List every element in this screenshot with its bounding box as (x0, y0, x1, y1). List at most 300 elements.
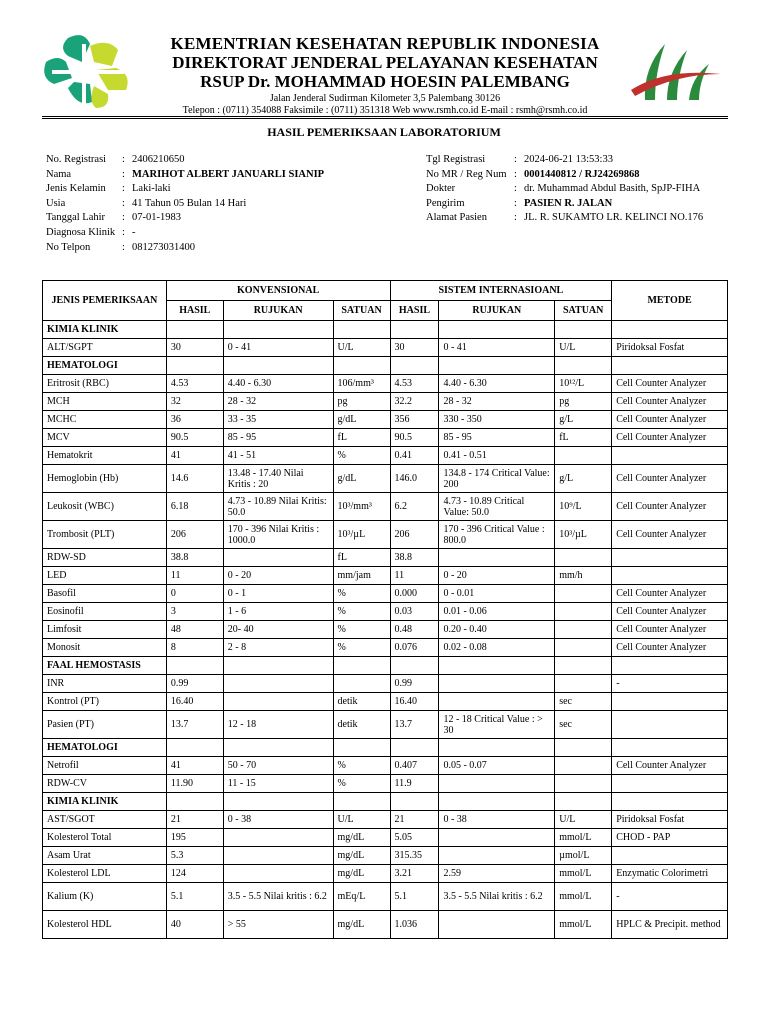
result-si-cell: 0.000 (390, 585, 439, 603)
test-name-cell: Asam Urat (43, 847, 167, 865)
info-value: Laki-laki (132, 183, 171, 195)
unit-cell (333, 675, 390, 693)
result-si-cell: 5.05 (390, 829, 439, 847)
section-row (43, 657, 728, 675)
empty-cell (223, 739, 333, 757)
unit-si-cell: µmol/L (555, 847, 612, 865)
result-si-cell: 3.21 (390, 865, 439, 883)
table-row (43, 339, 728, 357)
table-row (43, 865, 728, 883)
result-si-cell: 11.9 (390, 775, 439, 793)
method-cell (612, 711, 728, 739)
info-row (46, 211, 324, 226)
empty-cell (612, 357, 728, 375)
empty-cell (333, 739, 390, 757)
reference-si-cell: 85 - 95 (439, 429, 555, 447)
reference-cell: 3.5 - 5.5 Nilai kritis : 6.2 (223, 883, 333, 911)
unit-cell: mm/jam (333, 567, 390, 585)
info-value: PASIEN R. JALAN (524, 197, 613, 209)
result-cell: 40 (166, 911, 223, 939)
info-row (46, 168, 324, 183)
table-row (43, 375, 728, 393)
table-row (43, 567, 728, 585)
empty-cell (333, 793, 390, 811)
reference-si-cell: 2.59 (439, 865, 555, 883)
reference-cell: 28 - 32 (223, 393, 333, 411)
result-cell: 195 (166, 829, 223, 847)
result-si-cell: 21 (390, 811, 439, 829)
unit-si-cell (555, 603, 612, 621)
unit-si-cell (555, 447, 612, 465)
reference-si-cell: 28 - 32 (439, 393, 555, 411)
result-cell: 4.53 (166, 375, 223, 393)
info-value: 2024-06-21 13:53:33 (524, 154, 613, 165)
unit-cell: U/L (333, 339, 390, 357)
table-row (43, 775, 728, 793)
unit-si-cell (555, 549, 612, 567)
result-si-cell: 0.407 (390, 757, 439, 775)
reference-cell: 11 - 15 (223, 775, 333, 793)
info-colon: : (122, 212, 125, 224)
info-label: No. Registrasi (46, 154, 107, 165)
test-name-cell: LED (43, 567, 167, 585)
result-si-cell: 5.1 (390, 883, 439, 911)
empty-cell (390, 739, 439, 757)
test-name-cell: Eritrosit (RBC) (43, 375, 167, 393)
unit-si-cell: 10⁹/L (555, 493, 612, 521)
method-cell: - (612, 675, 728, 693)
table-row (43, 585, 728, 603)
result-si-cell: 90.5 (390, 429, 439, 447)
section-title: HEMATOLOGI (43, 739, 167, 757)
empty-cell (555, 657, 612, 675)
info-row (46, 182, 324, 197)
reference-si-cell: 4.40 - 6.30 (439, 375, 555, 393)
info-value: 2406210650 (132, 154, 185, 165)
reference-si-cell (439, 911, 555, 939)
info-label: Jenis Kelamin (46, 183, 106, 195)
test-name-cell: Eosinofil (43, 603, 167, 621)
reference-si-cell (439, 775, 555, 793)
unit-cell: 10³/µL (333, 521, 390, 549)
empty-cell (612, 321, 728, 339)
section-title: KIMIA KLINIK (43, 321, 167, 339)
reference-si-cell: 170 - 396 Critical Value : 800.0 (439, 521, 555, 549)
reference-cell: 0 - 1 (223, 585, 333, 603)
empty-cell (612, 739, 728, 757)
result-cell: 8 (166, 639, 223, 657)
info-value: MARIHOT ALBERT JANUARLI SIANIP (132, 168, 325, 180)
empty-cell (439, 357, 555, 375)
empty-cell (555, 321, 612, 339)
table-row (43, 621, 728, 639)
empty-cell (223, 657, 333, 675)
reference-cell (223, 549, 333, 567)
hospital-address: Jalan Jenderal Sudirman Kilometer 3,5 Palembang 30126 (269, 93, 501, 104)
info-label: Nama (46, 168, 72, 180)
method-cell: - (612, 883, 728, 911)
reference-si-cell: 12 - 18 Critical Value : > 30 (439, 711, 555, 739)
reference-cell (223, 829, 333, 847)
method-cell: Cell Counter Analyzer (612, 393, 728, 411)
info-colon: : (514, 212, 517, 224)
unit-si-cell: fL (555, 429, 612, 447)
test-name-cell: Leukosit (WBC) (43, 493, 167, 521)
result-si-cell: 315.35 (390, 847, 439, 865)
reference-cell (223, 675, 333, 693)
reference-si-cell: 0.41 - 0.51 (439, 447, 555, 465)
reference-cell (223, 693, 333, 711)
table-row (43, 693, 728, 711)
info-row (46, 226, 324, 241)
empty-cell (223, 793, 333, 811)
info-colon: : (514, 183, 517, 195)
info-row (426, 182, 703, 197)
unit-cell: detik (333, 693, 390, 711)
test-name-cell: MCH (43, 393, 167, 411)
reference-cell: 0 - 41 (223, 339, 333, 357)
table-row (43, 549, 728, 567)
info-colon: : (122, 197, 125, 209)
unit-cell: mg/dL (333, 911, 390, 939)
result-si-cell: 1.036 (390, 911, 439, 939)
unit-si-cell: mmol/L (555, 883, 612, 911)
result-si-cell: 13.7 (390, 711, 439, 739)
empty-cell (555, 739, 612, 757)
table-row (43, 393, 728, 411)
table-row (43, 521, 728, 549)
reference-cell: 170 - 396 Nilai Kritis : 1000.0 (223, 521, 333, 549)
info-value: 0001440812 / RJ24269868 (524, 168, 640, 180)
result-si-cell: 38.8 (390, 549, 439, 567)
info-label: Tanggal Lahir (46, 212, 106, 224)
reference-cell: 4.40 - 6.30 (223, 375, 333, 393)
unit-si-cell: sec (555, 711, 612, 739)
result-si-cell: 206 (390, 521, 439, 549)
method-cell: Cell Counter Analyzer (612, 521, 728, 549)
result-si-cell: 32.2 (390, 393, 439, 411)
reference-si-cell (439, 549, 555, 567)
method-cell: Cell Counter Analyzer (612, 493, 728, 521)
unit-cell: % (333, 775, 390, 793)
header-hasil: HASIL (166, 301, 223, 321)
result-cell: 32 (166, 393, 223, 411)
reference-si-cell: 0.02 - 0.08 (439, 639, 555, 657)
unit-si-cell: mm/h (555, 567, 612, 585)
result-cell: 36 (166, 411, 223, 429)
reference-cell: 2 - 8 (223, 639, 333, 657)
result-si-cell: 16.40 (390, 693, 439, 711)
method-cell (612, 447, 728, 465)
info-row (426, 168, 703, 183)
unit-cell: 10³/mm³ (333, 493, 390, 521)
unit-cell: fL (333, 429, 390, 447)
test-name-cell: Monosit (43, 639, 167, 657)
info-label: Alamat Pasien (426, 212, 487, 224)
unit-si-cell (555, 757, 612, 775)
result-cell: 0.99 (166, 675, 223, 693)
header-divider (42, 116, 728, 117)
table-row (43, 465, 728, 493)
reference-si-cell: 330 - 350 (439, 411, 555, 429)
info-row (46, 153, 324, 168)
info-colon: : (122, 226, 125, 238)
info-colon: : (122, 241, 125, 253)
header-rujukan: RUJUKAN (223, 301, 333, 321)
info-value: 41 Tahun 05 Bulan 14 Hari (132, 197, 247, 209)
reference-cell: 50 - 70 (223, 757, 333, 775)
method-cell: Cell Counter Analyzer (612, 603, 728, 621)
reference-cell: 41 - 51 (223, 447, 333, 465)
method-cell: Cell Counter Analyzer (612, 429, 728, 447)
unit-si-cell: sec (555, 693, 612, 711)
info-value: 081273031400 (132, 241, 195, 253)
unit-si-cell: mmol/L (555, 911, 612, 939)
reference-si-cell: 4.73 - 10.89 Critical Value: 50.0 (439, 493, 555, 521)
section-title: KIMIA KLINIK (43, 793, 167, 811)
unit-cell: % (333, 621, 390, 639)
result-si-cell: 11 (390, 567, 439, 585)
reference-si-cell: 0 - 0.01 (439, 585, 555, 603)
result-cell: 0 (166, 585, 223, 603)
unit-si-cell: mmol/L (555, 865, 612, 883)
unit-cell: detik (333, 711, 390, 739)
reference-cell: 0 - 20 (223, 567, 333, 585)
info-row (46, 241, 324, 256)
hospital-contact: Telepon : (0711) 354088 Faksimile : (0711) 351318 Web www.rsmh.co.id E-mail : rsmh@rsmh.co.id (182, 105, 588, 116)
empty-cell (390, 321, 439, 339)
empty-cell (390, 793, 439, 811)
reference-si-cell (439, 693, 555, 711)
result-cell: 30 (166, 339, 223, 357)
unit-cell: mg/dL (333, 847, 390, 865)
info-value: JL. R. SUKAMTO LR. KELINCI NO.176 (524, 212, 704, 224)
empty-cell (439, 657, 555, 675)
result-cell: 6.18 (166, 493, 223, 521)
table-row (43, 447, 728, 465)
unit-si-cell: pg (555, 393, 612, 411)
info-label: Dokter (426, 183, 456, 195)
info-row (46, 197, 324, 212)
method-cell (612, 775, 728, 793)
patient-info-left (46, 153, 324, 255)
test-name-cell: MCV (43, 429, 167, 447)
header-satuan: SATUAN (333, 301, 390, 321)
unit-si-cell: mmol/L (555, 829, 612, 847)
info-colon: : (122, 168, 125, 180)
reference-cell (223, 865, 333, 883)
unit-si-cell: 10¹²/L (555, 375, 612, 393)
reference-si-cell (439, 847, 555, 865)
reference-si-cell (439, 675, 555, 693)
result-cell: 124 (166, 865, 223, 883)
section-row (43, 793, 728, 811)
empty-cell (166, 657, 223, 675)
unit-si-cell (555, 675, 612, 693)
info-row (426, 153, 703, 168)
reference-cell: 85 - 95 (223, 429, 333, 447)
unit-si-cell: g/L (555, 411, 612, 429)
empty-cell (333, 657, 390, 675)
empty-cell (555, 357, 612, 375)
info-colon: : (514, 168, 517, 180)
empty-cell (166, 321, 223, 339)
empty-cell (612, 793, 728, 811)
header-jenis-pemeriksaan: JENIS PEMERIKSAAN (43, 281, 167, 321)
reference-cell: 13.48 - 17.40 Nilai Kritis : 20 (223, 465, 333, 493)
reference-cell: 33 - 35 (223, 411, 333, 429)
unit-cell: fL (333, 549, 390, 567)
table-row (43, 603, 728, 621)
info-colon: : (514, 154, 517, 165)
result-cell: 48 (166, 621, 223, 639)
test-name-cell: Pasien (PT) (43, 711, 167, 739)
table-row (43, 829, 728, 847)
table-row (43, 847, 728, 865)
test-name-cell: Hemoglobin (Hb) (43, 465, 167, 493)
result-cell: 5.1 (166, 883, 223, 911)
reference-cell: 4.73 - 10.89 Nilai Kritis: 50.0 (223, 493, 333, 521)
reference-cell (223, 847, 333, 865)
info-colon: : (514, 197, 517, 209)
table-row (43, 883, 728, 911)
header-satuan-si: SATUAN (555, 301, 612, 321)
empty-cell (439, 739, 555, 757)
result-cell: 13.7 (166, 711, 223, 739)
section-row (43, 739, 728, 757)
reference-si-cell: 0 - 20 (439, 567, 555, 585)
section-title: HEMATOLOGI (43, 357, 167, 375)
reference-cell: 12 - 18 (223, 711, 333, 739)
header-divider-2 (42, 118, 728, 119)
info-value: dr. Muhammad Abdul Basith, SpJP-FIHA (524, 183, 701, 195)
info-label: Diagnosa Klinik (46, 226, 116, 238)
method-cell (612, 847, 728, 865)
unit-si-cell: g/L (555, 465, 612, 493)
test-name-cell: AST/SGOT (43, 811, 167, 829)
test-name-cell: Trombosit (PLT) (43, 521, 167, 549)
info-colon: : (122, 154, 125, 165)
result-cell: 11 (166, 567, 223, 585)
table-row (43, 429, 728, 447)
info-row (426, 197, 703, 212)
unit-cell: % (333, 447, 390, 465)
empty-cell (166, 739, 223, 757)
header-hasil-si: HASIL (390, 301, 439, 321)
kemenkes-logo-icon (38, 32, 134, 112)
unit-si-cell (555, 621, 612, 639)
reference-cell: 1 - 6 (223, 603, 333, 621)
unit-cell: % (333, 757, 390, 775)
empty-cell (223, 321, 333, 339)
rsmh-logo-icon (625, 38, 725, 108)
reference-si-cell (439, 829, 555, 847)
reference-si-cell: 3.5 - 5.5 Nilai kritis : 6.2 (439, 883, 555, 911)
unit-cell: g/dL (333, 465, 390, 493)
reference-si-cell: 0.05 - 0.07 (439, 757, 555, 775)
table-row (43, 911, 728, 939)
method-cell: Cell Counter Analyzer (612, 375, 728, 393)
method-cell: Cell Counter Analyzer (612, 411, 728, 429)
result-cell: 41 (166, 757, 223, 775)
ministry-name: KEMENTRIAN KESEHATAN REPUBLIK INDONESIA (170, 34, 600, 53)
empty-cell (166, 793, 223, 811)
header-sistem-internasional: SISTEM INTERNASIOANL (390, 281, 612, 301)
empty-cell (555, 793, 612, 811)
reference-cell: > 55 (223, 911, 333, 939)
info-label: Tgl Registrasi (426, 154, 486, 165)
test-name-cell: Basofil (43, 585, 167, 603)
test-name-cell: Hematokrit (43, 447, 167, 465)
info-row (426, 211, 703, 226)
empty-cell (439, 321, 555, 339)
reference-cell: 0 - 38 (223, 811, 333, 829)
method-cell: Enzymatic Colorimetri (612, 865, 728, 883)
test-name-cell: Kolesterol HDL (43, 911, 167, 939)
result-cell: 14.6 (166, 465, 223, 493)
info-label: No MR / Reg Num (426, 168, 507, 180)
unit-si-cell (555, 585, 612, 603)
test-name-cell: Kolesterol LDL (43, 865, 167, 883)
unit-si-cell (555, 775, 612, 793)
header-rujukan-si: RUJUKAN (439, 301, 555, 321)
empty-cell (166, 357, 223, 375)
unit-cell: 106/mm³ (333, 375, 390, 393)
test-name-cell: RDW-CV (43, 775, 167, 793)
unit-cell: mEq/L (333, 883, 390, 911)
method-cell: Cell Counter Analyzer (612, 465, 728, 493)
result-cell: 5.3 (166, 847, 223, 865)
test-name-cell: Kolesterol Total (43, 829, 167, 847)
info-colon: : (122, 183, 125, 195)
table-row (43, 639, 728, 657)
unit-cell: % (333, 603, 390, 621)
unit-si-cell (555, 639, 612, 657)
unit-si-cell: U/L (555, 339, 612, 357)
unit-cell: U/L (333, 811, 390, 829)
result-cell: 206 (166, 521, 223, 549)
test-name-cell: Kontrol (PT) (43, 693, 167, 711)
section-row (43, 321, 728, 339)
table-row (43, 493, 728, 521)
empty-cell (390, 657, 439, 675)
result-cell: 90.5 (166, 429, 223, 447)
header-konvensional: KONVENSIONAL (166, 281, 390, 301)
result-cell: 38.8 (166, 549, 223, 567)
empty-cell (612, 657, 728, 675)
empty-cell (390, 357, 439, 375)
unit-cell: mg/dL (333, 865, 390, 883)
result-cell: 3 (166, 603, 223, 621)
unit-cell: % (333, 585, 390, 603)
method-cell: Piridoksal Fosfat (612, 339, 728, 357)
table-row (43, 757, 728, 775)
test-name-cell: RDW-SD (43, 549, 167, 567)
header-metode: METODE (612, 281, 728, 321)
info-value: - (132, 226, 136, 238)
empty-cell (333, 321, 390, 339)
hospital-name: RSUP Dr. MOHAMMAD HOESIN PALEMBANG (200, 72, 570, 91)
method-cell: HPLC & Precipit. method (612, 911, 728, 939)
method-cell: Cell Counter Analyzer (612, 639, 728, 657)
result-si-cell: 356 (390, 411, 439, 429)
table-row (43, 711, 728, 739)
method-cell (612, 549, 728, 567)
lab-results-table (42, 280, 728, 939)
unit-cell: g/dL (333, 411, 390, 429)
test-name-cell: Netrofil (43, 757, 167, 775)
table-row (43, 811, 728, 829)
